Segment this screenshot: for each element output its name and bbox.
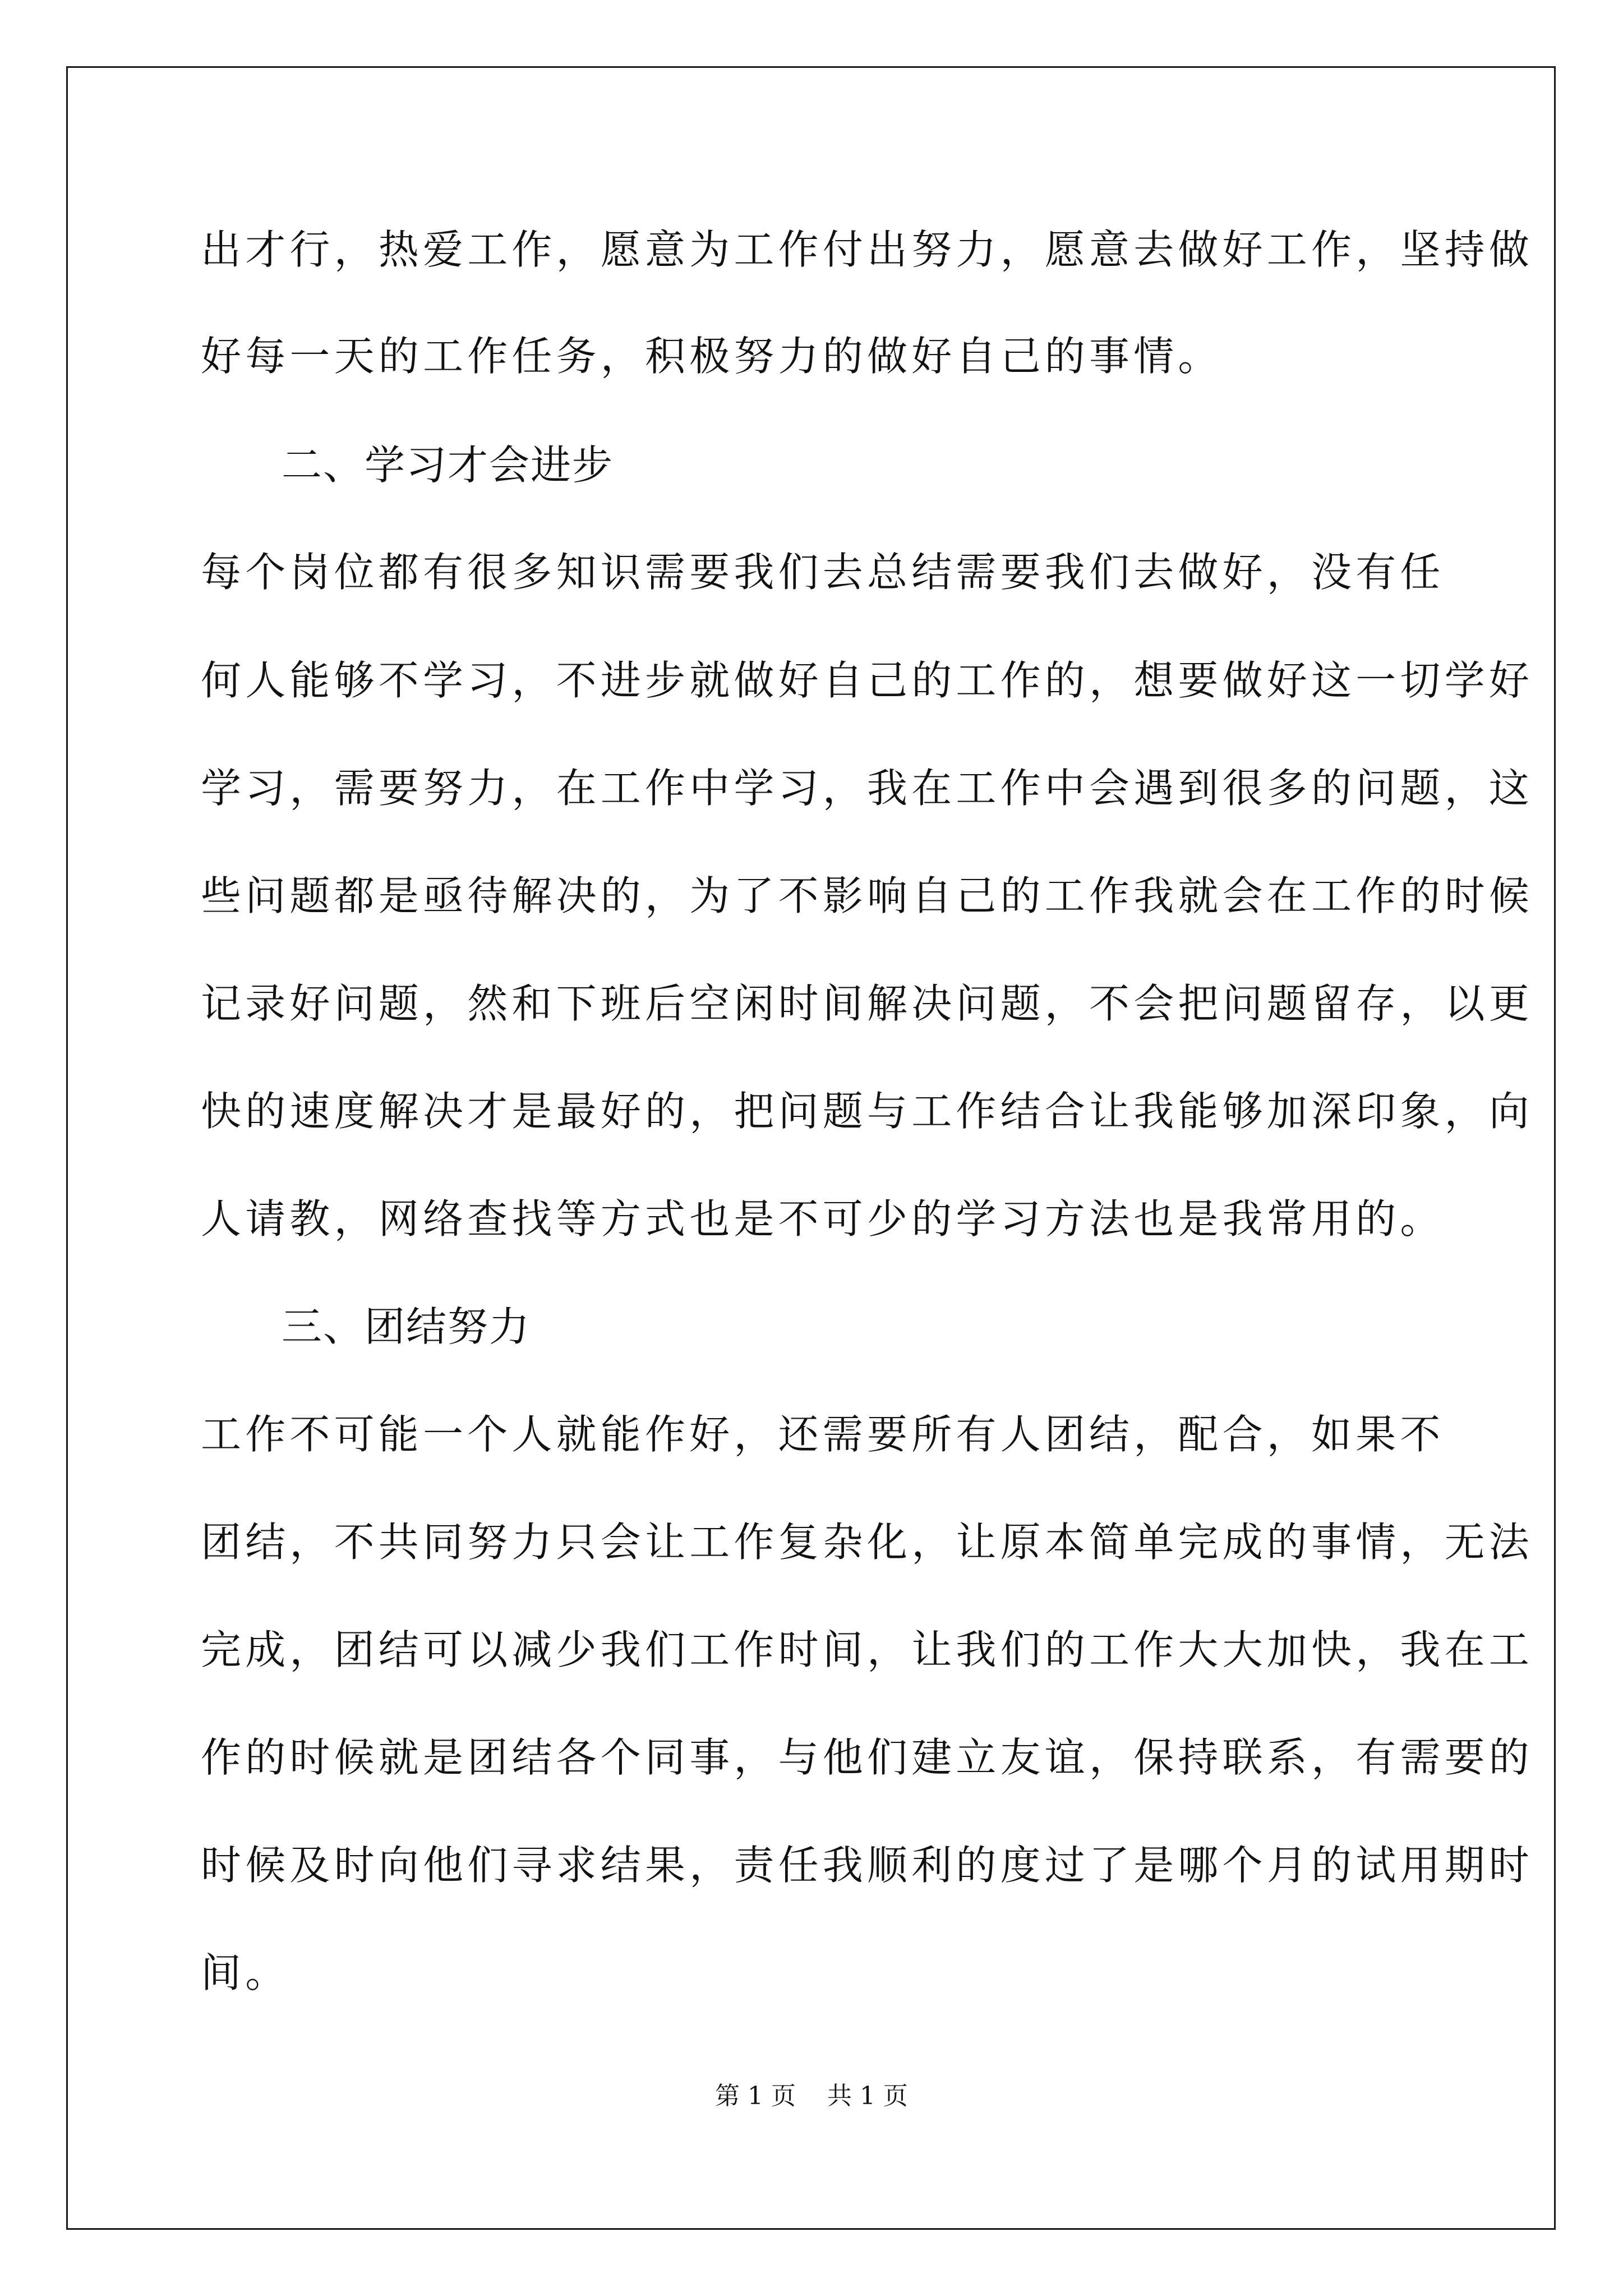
- body-line: 好每一天的工作任务，积极努力的做好自己的事情。: [201, 333, 1223, 380]
- paragraph-line: 团结，不共同努力只会让工作复杂化，让原本简单完成的事情，无法: [201, 1519, 1534, 1566]
- paragraph-line: 快的速度解决才是最好的，把问题与工作结合让我能够加深印象，向: [201, 1088, 1534, 1135]
- paragraph-line: 些问题都是亟待解决的，为了不影响自己的工作我就会在工作的时候: [201, 872, 1534, 919]
- section-heading-3: 三、团结努力: [282, 1303, 531, 1350]
- body-line: 出才行，热爱工作，愿意为工作付出努力，愿意去做好工作，坚持做: [201, 226, 1534, 273]
- paragraph-line: 时候及时向他们寻求结果，责任我顺利的度过了是哪个月的试用期时: [201, 1842, 1534, 1889]
- paragraph-line: 完成，团结可以减少我们工作时间，让我们的工作大大加快，我在工: [201, 1626, 1534, 1673]
- paragraph-line: 间。: [201, 1949, 290, 1996]
- paragraph-line: 工作不可能一个人就能作好，还需要所有人团结，配合，如果不: [201, 1411, 1445, 1458]
- section-heading-2: 二、学习才会进步: [282, 441, 614, 489]
- paragraph-line: 学习，需要努力，在工作中学习，我在工作中会遇到很多的问题，这: [201, 765, 1534, 812]
- page-number-footer: 第 1 页 共 1 页: [715, 2082, 908, 2110]
- paragraph-line: 每个岗位都有很多知识需要我们去总结需要我们去做好，没有任: [201, 549, 1445, 596]
- paragraph-line: 作的时候就是团结各个同事，与他们建立友谊，保持联系，有需要的: [201, 1734, 1534, 1781]
- paragraph-line: 人请教，网络查找等方式也是不可少的学习方法也是我常用的。: [201, 1195, 1445, 1243]
- paragraph-line: 记录好问题，然和下班后空闲时间解决问题，不会把问题留存，以更: [201, 980, 1534, 1027]
- paragraph-line: 何人能够不学习，不进步就做好自己的工作的，想要做好这一切学好: [201, 657, 1534, 704]
